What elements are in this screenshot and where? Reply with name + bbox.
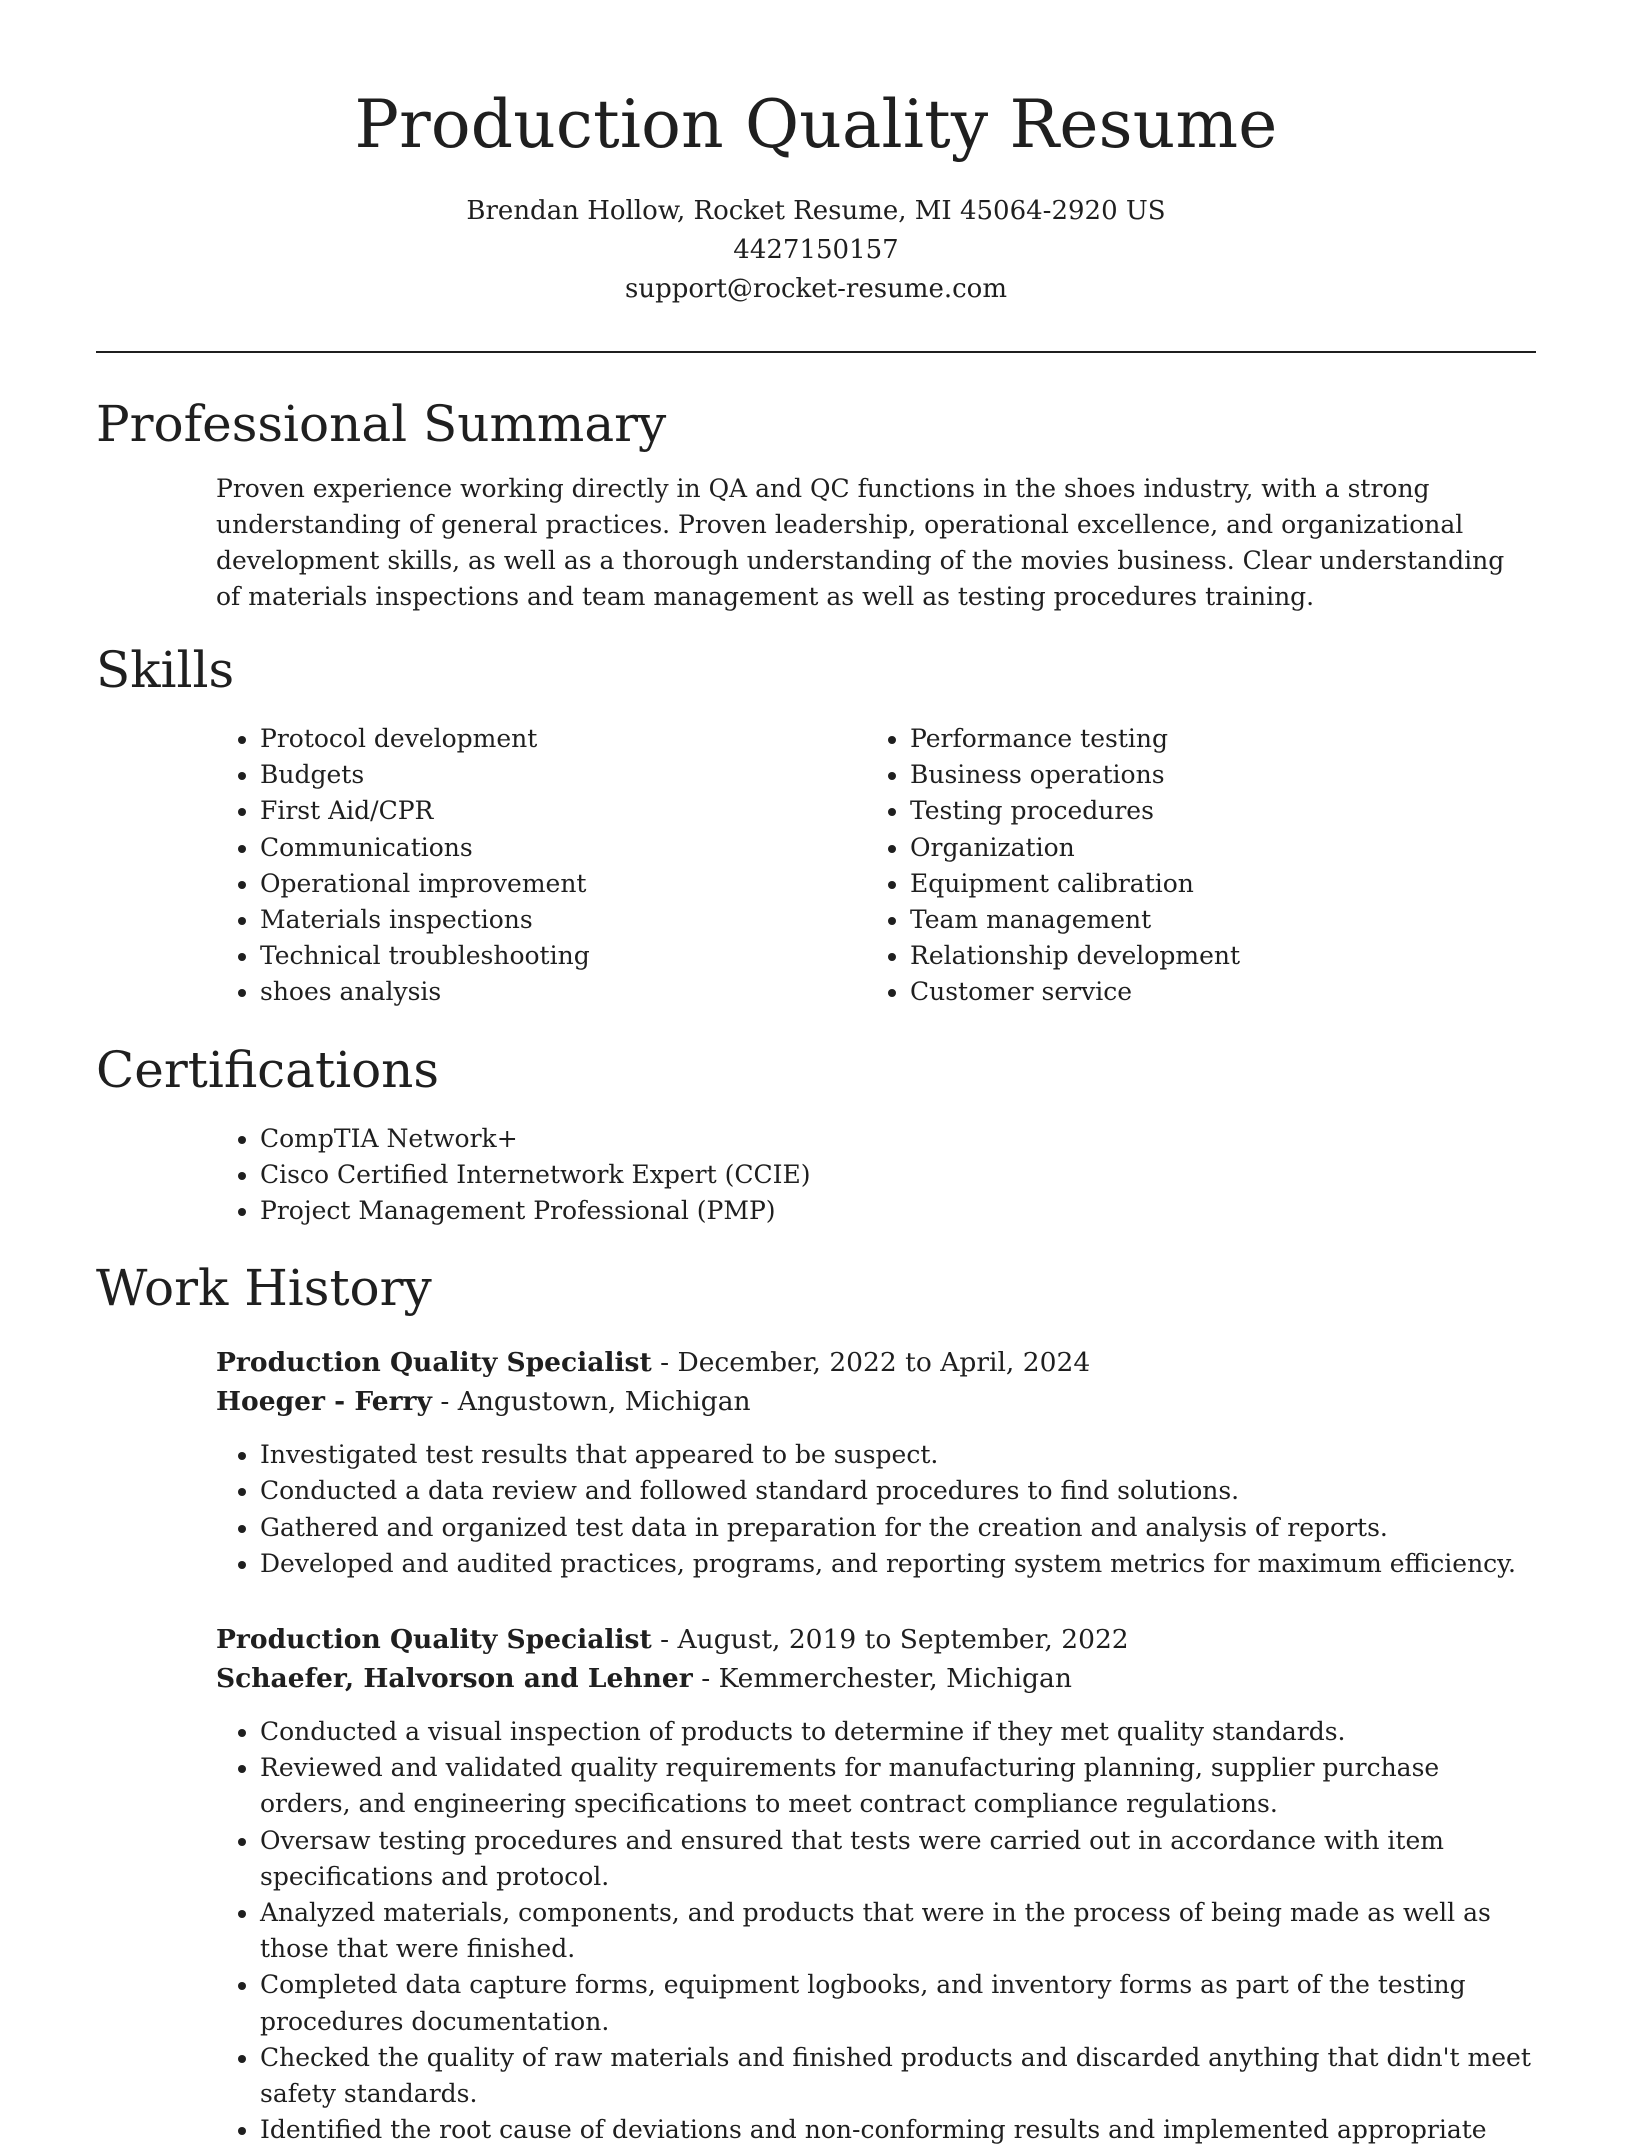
job-title: Production Quality Specialist	[216, 1624, 652, 1656]
job-bullet: • Oversaw testing procedures and ensured that tests were carried out in accordance with item specifications and protocol.	[260, 1823, 1536, 1895]
contact-address: Brendan Hollow, Rocket Resume, MI 45064-2920 US	[466, 196, 1166, 226]
job-bullets-wrap	[216, 1714, 1536, 2148]
job-company-line	[216, 1659, 1536, 1698]
resume-header	[96, 0, 1536, 309]
summary-text: Proven experience working directly in QA and QC functions in the shoes industry, with a strong understanding of general practices. Proven leadership, operational excellence, and organizational development skills, as well as a thorough understanding of the movies business. Clear understanding of materials inspections and team management as well as testing procedures training.	[216, 474, 1505, 611]
job-title-line	[216, 1343, 1536, 1382]
summary-heading: Professional Summary	[96, 395, 667, 453]
summary-section	[96, 393, 1536, 615]
skill-item: • Communications	[260, 830, 866, 866]
work-history-heading: Work History	[96, 1259, 432, 1318]
skill-item: • Equipment calibration	[910, 866, 1516, 902]
skill-item: • First Aid/CPR	[260, 793, 866, 829]
job-entry	[96, 1343, 1536, 1582]
skills-list-left	[216, 721, 866, 1011]
skills-list-right	[866, 721, 1516, 1011]
certification-item: • Project Management Professional (PMP)	[260, 1193, 1536, 1229]
skill-item: • Business operations	[910, 757, 1516, 793]
resume-title: Production Quality Resume	[354, 86, 1278, 163]
job-title: Production Quality Specialist	[216, 1347, 652, 1379]
header-divider	[96, 351, 1536, 353]
skill-item: • Technical troubleshooting	[260, 938, 866, 974]
job-bullet: • Gathered and organized test data in preparation for the creation and analysis of reports.	[260, 1510, 1536, 1546]
job-dates: - August, 2019 to September, 2022	[651, 1624, 1129, 1656]
job-bullet: • Conducted a visual inspection of products to determine if they met quality standards.	[260, 1714, 1536, 1750]
job-entry	[96, 1620, 1536, 2148]
contact-email: support@rocket-resume.com	[624, 274, 1007, 304]
skill-item: • Organization	[910, 830, 1516, 866]
skill-item: • Customer service	[910, 974, 1516, 1010]
certification-item: • Cisco Certified Internetwork Expert (CCIE)	[260, 1157, 1536, 1193]
job-company: Hoeger - Ferry	[216, 1386, 432, 1418]
job-location: - Angustown, Michigan	[431, 1386, 751, 1418]
certifications-list	[216, 1121, 1536, 1230]
skill-item: • Operational improvement	[260, 866, 866, 902]
job-bullet: • Reviewed and validated quality requirements for manufacturing planning, supplier purchase orders, and engineering specifications to meet contract compliance regulations.	[260, 1750, 1536, 1822]
job-title-line	[216, 1620, 1536, 1659]
skill-item: • Performance testing	[910, 721, 1516, 757]
certifications-section	[96, 1039, 1536, 1230]
job-dates: - December, 2022 to April, 2024	[651, 1347, 1091, 1379]
job-bullet: • Investigated test results that appeared to be suspect.	[260, 1437, 1536, 1473]
job-location: - Kemmerchester, Michigan	[692, 1663, 1072, 1695]
skills-columns	[96, 721, 1536, 1011]
skill-item: • Budgets	[260, 757, 866, 793]
skills-heading: Skills	[96, 641, 235, 699]
skill-item: • Protocol development	[260, 721, 866, 757]
job-bullet: • Checked the quality of raw materials and finished products and discarded anything that didn't meet safety standards.	[260, 2040, 1536, 2112]
job-bullet: • Identified the root cause of deviations and non-conforming results and implemented appropriate	[260, 2112, 1536, 2148]
job-bullets	[216, 1437, 1536, 1582]
job-company-line	[216, 1382, 1536, 1421]
job-bullet: • Developed and audited practices, programs, and reporting system metrics for maximum efficiency.	[260, 1546, 1536, 1582]
job-bullets	[216, 1714, 1536, 2148]
skill-item: • Relationship development	[910, 938, 1516, 974]
skill-item: • Materials inspections	[260, 902, 866, 938]
job-bullet: • Completed data capture forms, equipment logbooks, and inventory forms as part of the testing procedures documentation.	[260, 1967, 1536, 2039]
contact-block	[96, 192, 1536, 309]
skill-item: • Team management	[910, 902, 1516, 938]
certifications-list-wrap	[96, 1121, 1536, 1230]
skill-item: • Testing procedures	[910, 793, 1516, 829]
skill-item: • shoes analysis	[260, 974, 866, 1010]
job-company: Schaefer, Halvorson and Lehner	[216, 1663, 693, 1695]
certifications-heading: Certifications	[96, 1040, 440, 1099]
job-bullet: • Analyzed materials, components, and products that were in the process of being made as well as those that were finished.	[260, 1895, 1536, 1967]
skills-column-left	[216, 721, 866, 1011]
job-bullet: • Conducted a data review and followed standard procedures to find solutions.	[260, 1473, 1536, 1509]
skills-section	[96, 639, 1536, 1011]
resume-page	[96, 0, 1536, 2148]
job-bullets-wrap	[216, 1437, 1536, 1582]
skills-column-right	[866, 721, 1516, 1011]
work-history-section	[96, 1257, 1536, 2148]
contact-phone: 4427150157	[733, 235, 899, 265]
certification-item: • CompTIA Network+	[260, 1121, 1536, 1157]
